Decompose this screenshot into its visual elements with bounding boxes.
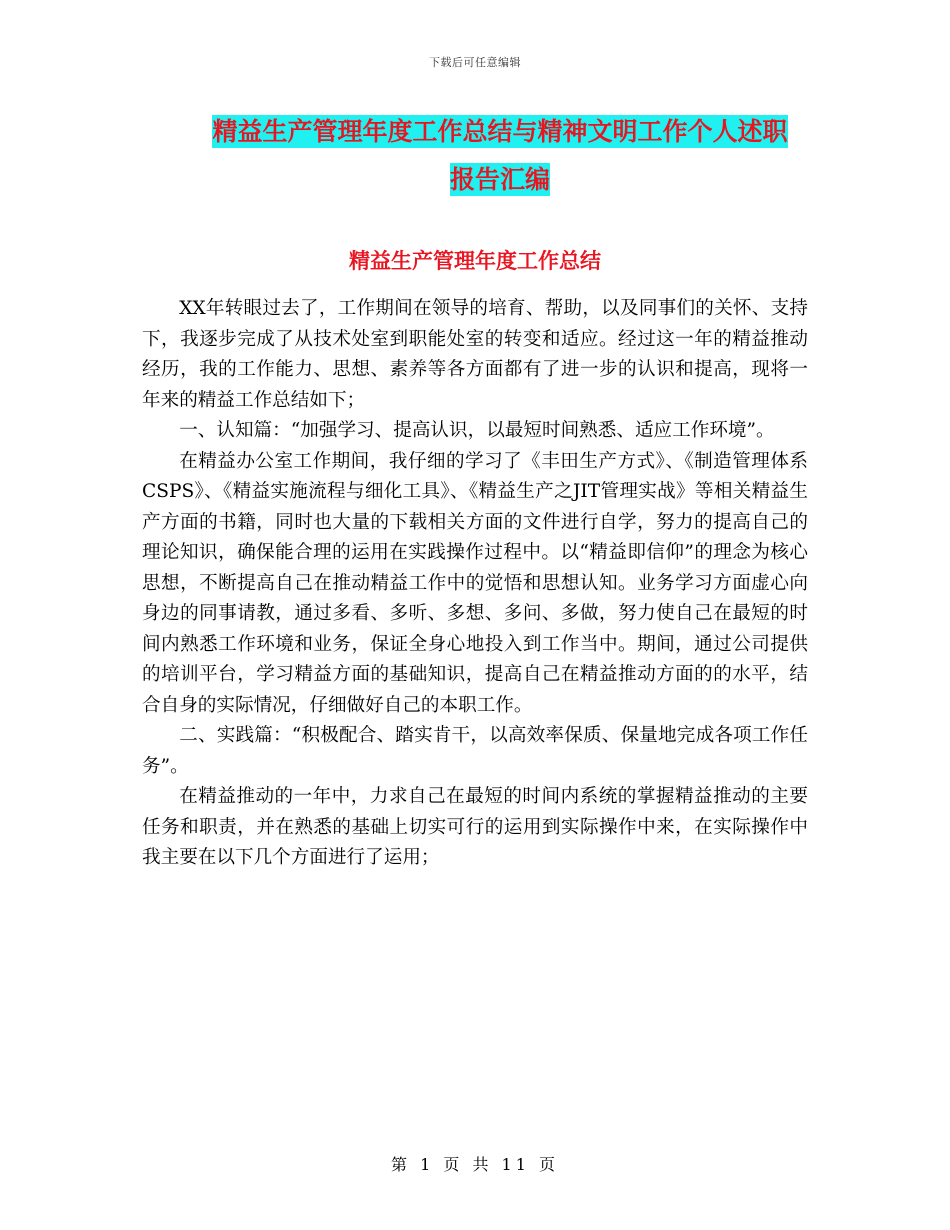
title-line-2: 报告汇编: [449, 165, 550, 194]
page-number: 第 1 页 共 11 页: [391, 1155, 559, 1174]
document-title: [140, 108, 860, 204]
paragraph: 在精益推动的一年中，力求自己在最短的时间内系统的掌握精益推动的主要任务和职责，并在熟悉的基础上切实可行的运用到实际操作中来，在实际操作中我主要在以下几个方面进行了运用；: [142, 786, 808, 868]
paragraph: 二、实践篇：“积极配合、踏实肯干，以高效率保质、保量地完成各项工作任务”。: [142, 725, 808, 777]
title-line-1: 精益生产管理年度工作总结与精神文明工作个人述职: [212, 117, 788, 146]
paragraph: XX年转眼过去了，工作期间在领导的培育、帮助，以及同事们的关怀、支持下，我逐步完成了从技术处室到职能处室的转变和适应。经过这一年的精益推动经历，我的工作能力、思想、素养等各方面都有了进一步的认识和提高，现将一年来的精益工作总结如下；: [142, 298, 808, 411]
paragraph: 一、认知篇：“加强学习、提高认识，以最短时间熟悉、适应工作环境”。: [179, 420, 775, 441]
section-title: 精益生产管理年度工作总结: [349, 249, 601, 273]
body-text: [142, 294, 808, 874]
header-note: 下载后可任意编辑: [429, 56, 521, 69]
paragraph: 在精益办公室工作期间，我仔细的学习了《丰田生产方式》、《制造管理体系CSPS》、《精益实施流程与细化工具》、《精益生产之JIT管理实战》等相关精益生产方面的书籍，同时也大量的下载相关方面的文件进行自学，努力的提高自己的理论知识，确保能合理的运用在实践操作过程中。以“精益即信仰”的理念为核心思想，不断提高自己在推动精益工作中的觉悟和思想认知。业务学习方面虚心向身边的同事请教，通过多看、多听、多想、多问、多做，努力使自己在最短的时间内熟悉工作环境和业务，保证全身心地投入到工作当中。期间，通过公司提供的培训平台，学习精益方面的基础知识，提高自己在精益推动方面的的水平，结合自身的实际情况，仔细做好自己的本职工作。: [142, 450, 808, 716]
